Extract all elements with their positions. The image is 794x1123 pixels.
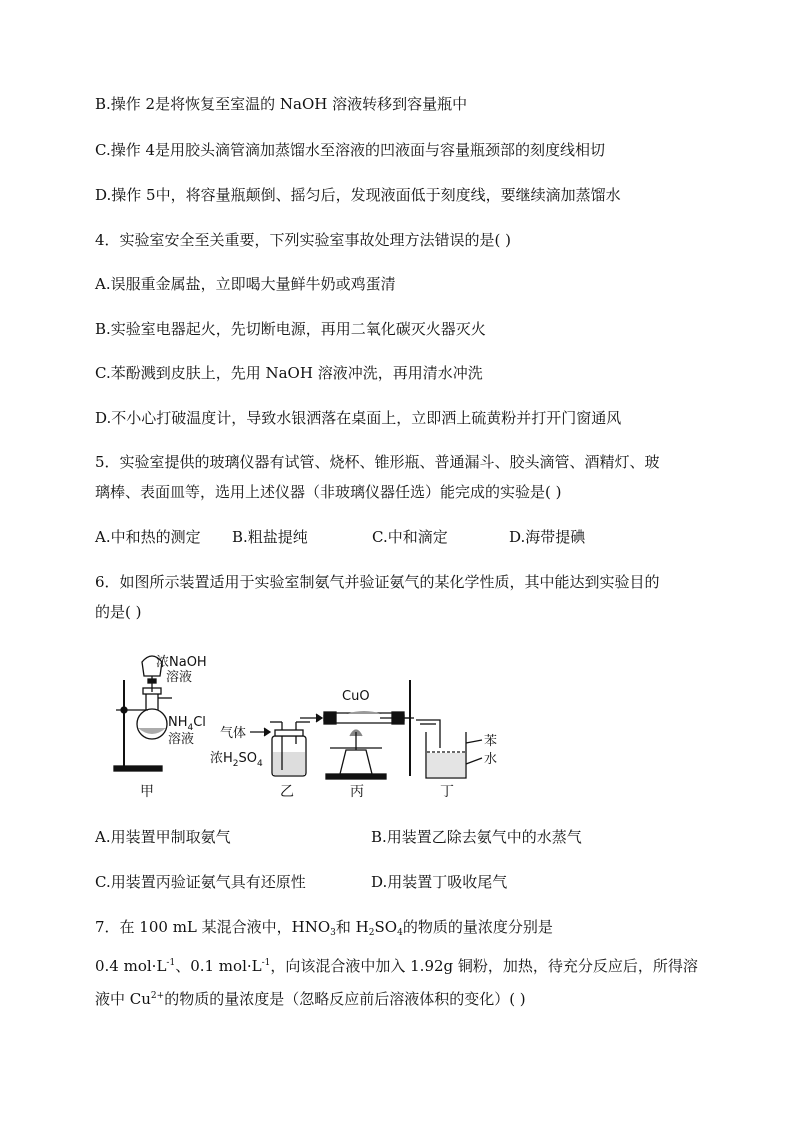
q5-stem-line2: 璃棒、表面皿等，选用上述仪器（非玻璃仪器任选）能完成的实验是( ) [95,483,562,501]
label-bing: 丙 [350,784,364,800]
q6-option-d: D.用装置丁吸收尾气 [371,873,508,891]
label-cuo: CuO [342,689,370,704]
label-conc-naoh: 浓NaOH [156,655,207,670]
apparatus-jia [114,655,207,800]
q7-stem-line2: 0.4 $mol\cdot L^{-1}$、0.1 $mol\cdot L^{-1}$，向该混合液中加入 1.92g 铜粉，加热，待充分反应后，所得溶 [95,957,698,975]
q4-option-c: C.苯酚溅到皮肤上，先用 NaOH 溶液冲洗，再用清水冲洗 [95,364,483,382]
label-nh4cl: $NH_4Cl$ [168,715,206,733]
label-conc-h2so4: 浓$H_2SO_4$ [210,751,263,769]
q6-stem-line1: 6．如图所示装置适用于实验室制氨气并验证氨气的某化学性质，其中能达到实验目的 [95,573,660,591]
apparatus-ding [416,720,497,800]
q3-option-d: D.操作 5中，将容量瓶颠倒、摇匀后，发现液面低于刻度线，要继续滴加蒸馏水 [95,186,621,204]
q5-option-a: A.中和热的测定 [95,528,201,546]
q4-option-d: D.不小心打破温度计，导致水银洒落在桌面上，立即洒上硫黄粉并打开门窗通风 [95,409,622,427]
q5-option-d: D.海带提碘 [509,528,586,546]
label-yi: 乙 [280,784,294,800]
q5-stem-line1: 5．实验室提供的玻璃仪器有试管、烧杯、锥形瓶、普通漏斗、胶头滴管、酒精灯、玻 [95,453,660,471]
q3-option-b: B.操作 2是将恢复至室温的 NaOH 溶液转移到容量瓶中 [95,95,468,113]
q5-option-b: B.粗盐提纯 [232,528,308,546]
label-naoh-solution: 溶液 [166,670,193,685]
q4-stem: 4．实验室安全至关重要，下列实验室事故处理方法错误的是( ) [95,231,512,249]
label-water: 水 [484,752,498,767]
label-gas: 气体 [220,726,247,741]
q6-stem-line2: 的是( ) [95,603,142,621]
label-benzene: 苯 [484,734,498,749]
q6-option-b: B.用装置乙除去氨气中的水蒸气 [371,828,582,846]
q3-option-c: C.操作 4是用胶头滴管滴加蒸馏水至溶液的凹液面与容量瓶颈部的刻度线相切 [95,141,606,159]
label-jia: 甲 [140,784,154,800]
q4-option-a: A.误服重金属盐，立即喝大量鲜牛奶或鸡蛋清 [95,275,396,293]
q7-stem-line3: 液中 $Cu^{2+}$的物质的量浓度是（忽略反应前后溶液体积的变化）( ) [95,990,526,1008]
apparatus-figure [110,640,530,805]
q6-option-a: A.用装置甲制取氨气 [95,828,231,846]
q4-option-b: B.实验室电器起火，先切断电源，再用二氧化碳灭火器灭火 [95,320,486,338]
apparatus-yi [210,722,310,800]
q6-option-c: C.用装置丙验证氨气具有还原性 [95,873,306,891]
q7-stem-line1: 7．在 100 mL 某混合液中，$HNO_3$和 $H_2SO_4$的物质的量浓度分别是 [95,918,553,938]
label-ding: 丁 [440,784,454,800]
apparatus-bing [300,680,414,800]
label-nh4cl-solution: 溶液 [168,732,195,747]
q5-option-c: C.中和滴定 [372,528,448,546]
